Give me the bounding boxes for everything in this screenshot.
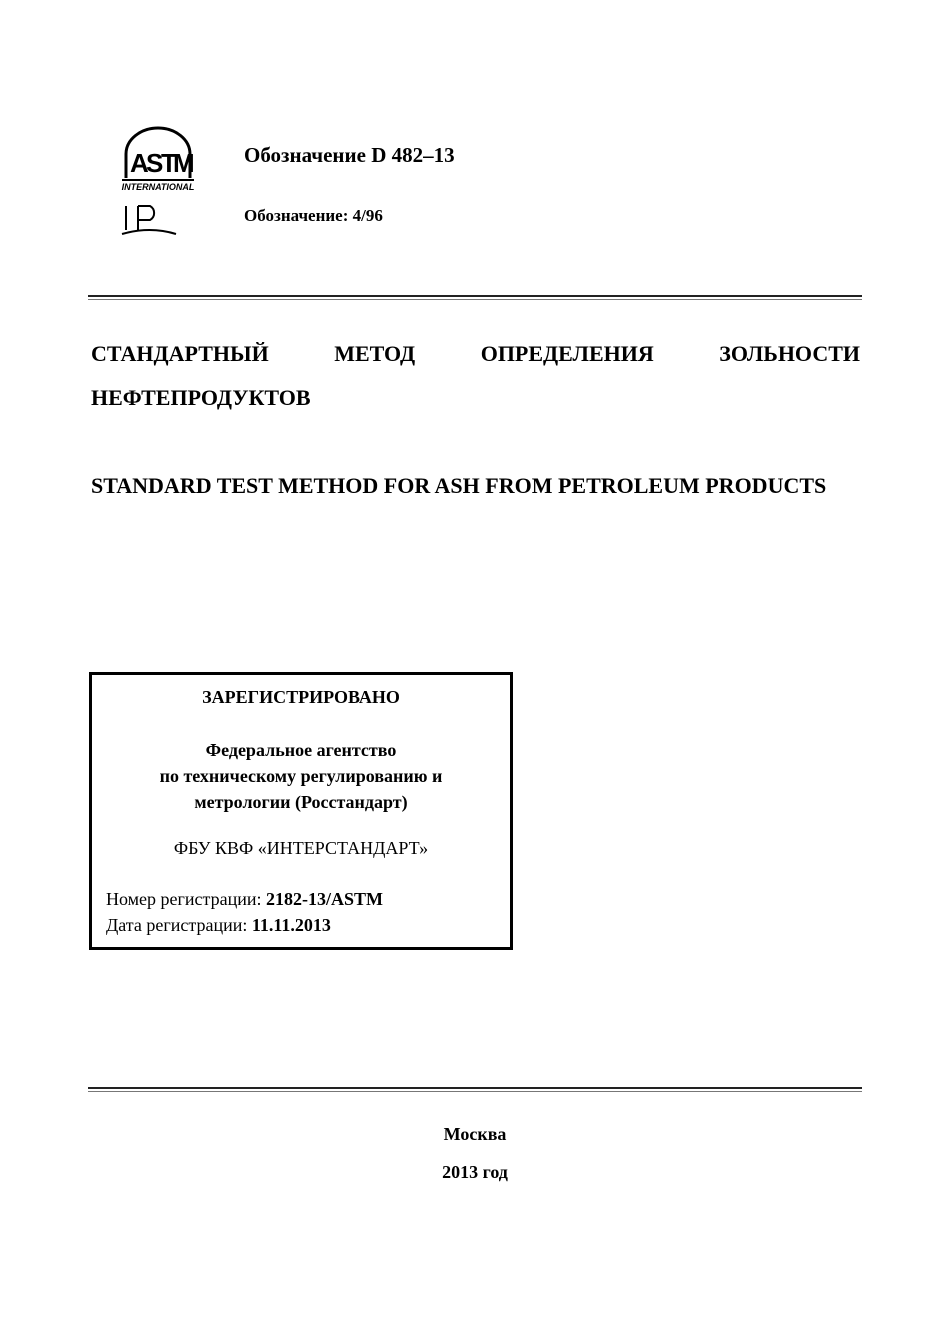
designation-ip: Обозначение: 4/96 (244, 206, 383, 225)
svg-text:A: A (130, 148, 149, 178)
ip-logo (120, 202, 184, 238)
registration-date-label: Дата регистрации: (106, 915, 252, 935)
year: 2013 год (442, 1162, 508, 1182)
agency-line: Федеральное агентство (205, 740, 397, 760)
astm-logo-caption: INTERNATIONAL (121, 182, 195, 192)
registration-organization: ФБУ КВФ «ИНТЕРСТАНДАРТ» (173, 838, 429, 858)
agency-line: по техническому регулированию и (159, 766, 443, 786)
designation: Обозначение D 482–13 (244, 143, 455, 167)
registration-agency (92, 737, 510, 815)
registration-number-value: 2182-13/ASTM (266, 889, 384, 909)
astm-emblem-icon (116, 124, 200, 182)
registration-number-label: Номер регистрации: (106, 889, 267, 909)
registration-box (89, 672, 513, 950)
agency-line: метрологии (Росстандарт) (194, 792, 408, 812)
city: Москва (443, 1124, 507, 1144)
svg-text:M: M (173, 148, 195, 178)
svg-text:T: T (161, 148, 177, 178)
svg-text:S: S (146, 148, 164, 178)
registration-date-value: 11.11.2013 (251, 915, 331, 935)
top-divider (88, 295, 862, 297)
registration-date (106, 915, 331, 936)
astm-logo (116, 124, 200, 198)
bottom-divider (88, 1087, 862, 1089)
registration-heading: ЗАРЕГИСТРИРОВАНО (202, 687, 400, 707)
ip-emblem-icon (120, 202, 184, 238)
registration-number (106, 889, 383, 910)
title-english: STANDARD TEST METHOD FOR ASH FROM PETROLEUM PRODUCTS (91, 473, 827, 498)
title-russian: СТАНДАРТНЫЙ МЕТОД ОПРЕДЕЛЕНИЯ ЗОЛЬНОСТИ НЕФТЕПРОДУКТОВ (91, 341, 860, 410)
